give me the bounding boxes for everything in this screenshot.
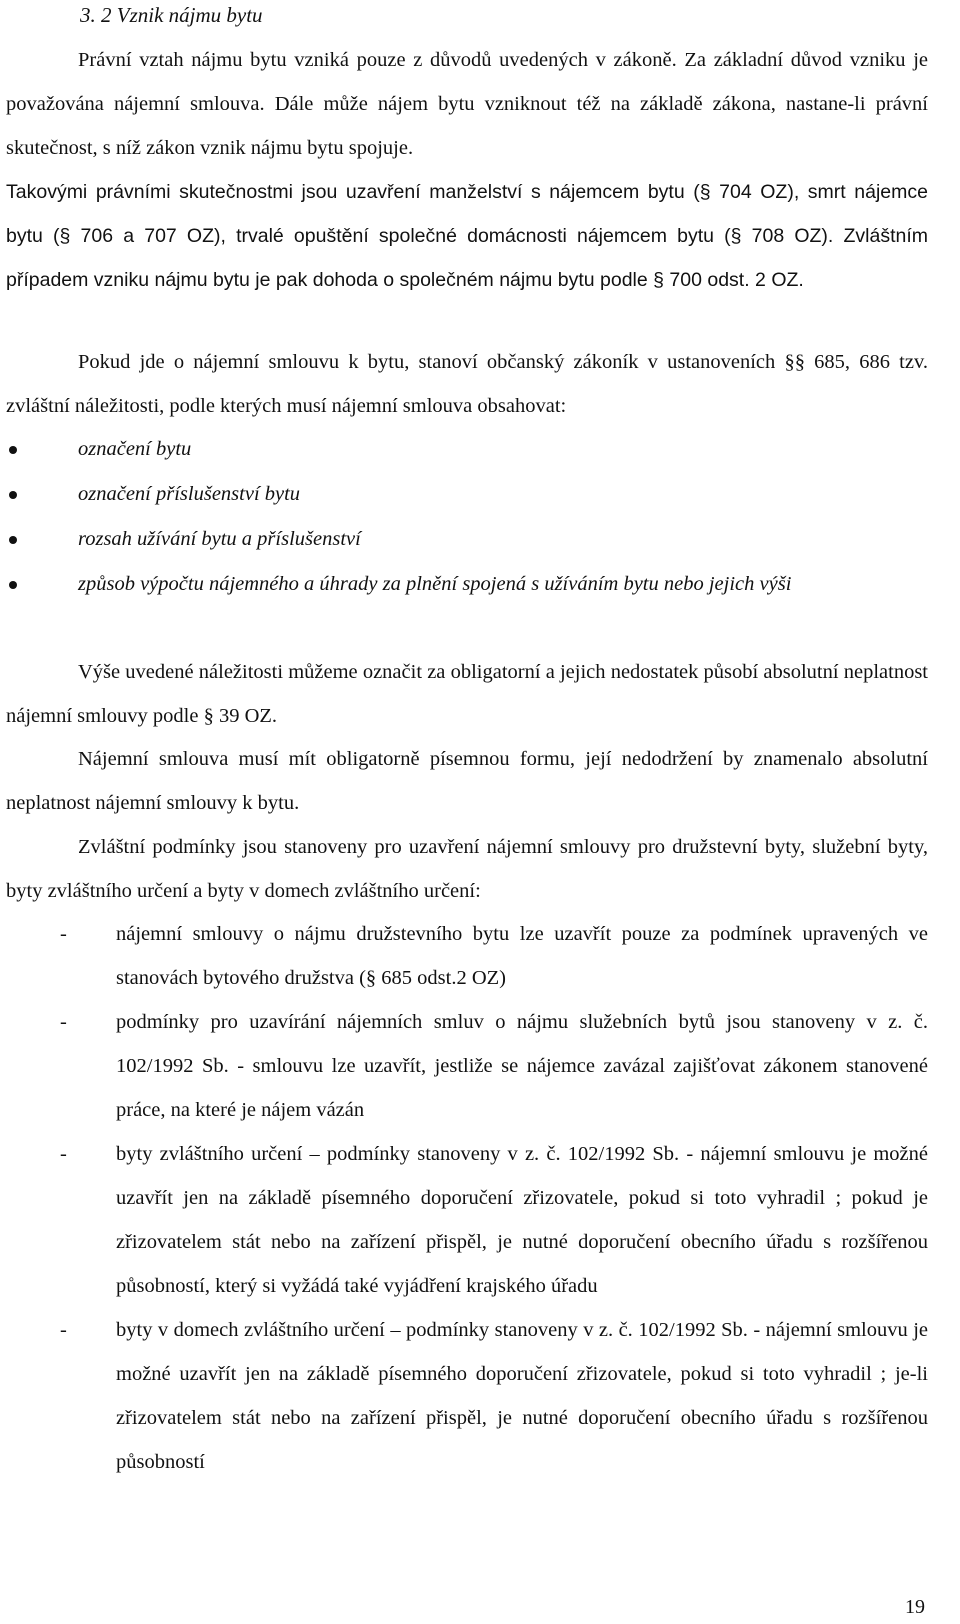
list-item xyxy=(6,427,928,472)
paragraph-3: Pokud jde o nájemní smlouvu k bytu, stanoví občanský zákoník v ustanoveních §§ 685, 686 tzv. zvláštní náležitosti, podle kterých musí nájemní smlouva obsahovat: xyxy=(6,351,928,417)
page-number: 19 xyxy=(905,1596,925,1618)
bullet-icon xyxy=(9,581,17,589)
list-item-text: označení příslušenství bytu xyxy=(78,483,301,505)
paragraph-1: Právní vztah nájmu bytu vzniká pouze z důvodů uvedených v zákoně. Za základní důvod vzniku je považována nájemní smlouva. Dále může nájem bytu vzniknout též na základě zákona, nastane-li právní skutečnost, s níž zákon vznik nájmu bytu spojuje. xyxy=(6,49,928,159)
list-item-text: způsob výpočtu nájemného a úhrady za plnění spojená s užíváním bytu nebo jejich výši xyxy=(78,573,792,595)
conditions-list xyxy=(6,912,928,1484)
bullet-icon xyxy=(9,536,17,544)
section-heading: 3. 2 Vznik nájmu bytu xyxy=(80,3,263,27)
paragraph-4: Výše uvedené náležitosti můžeme označit za obligatorní a jejich nedostatek působí absolutní neplatnost nájemní smlouvy podle § 39 OZ. xyxy=(6,661,928,727)
list-item xyxy=(6,1308,928,1484)
list-item xyxy=(6,517,928,562)
list-item xyxy=(6,912,928,1000)
list-item xyxy=(6,562,928,607)
requirements-list xyxy=(6,427,928,607)
paragraph-2b-text: Zvláštním případem vzniku nájmu bytu je pak dohoda o společném nájmu bytu podle § 700 odst. 2 OZ. xyxy=(6,225,929,291)
list-item-text: podmínky pro uzavírání nájemních smluv o nájmu služebních bytů jsou stanoveny v z. č. 102/1992 Sb. - smlouvu lze uzavřít, jestliže se nájemce zavázal zajišťovat zákonem stanovené práce, na které je nájem vázán xyxy=(116,1011,928,1121)
paragraph-2 xyxy=(6,170,928,302)
bullet-icon xyxy=(9,491,17,499)
list-item xyxy=(6,472,928,517)
dash-marker: - xyxy=(60,923,67,945)
list-item-text: rozsah užívání bytu a příslušenství xyxy=(78,528,361,550)
bullet-icon xyxy=(9,446,17,454)
dash-marker: - xyxy=(60,1319,67,1341)
list-item-text: nájemní smlouvy o nájmu družstevního bytu lze uzavřít pouze za podmínek upravených ve stanovách bytového družstva (§ 685 odst.2 OZ) xyxy=(116,923,928,989)
dash-marker: - xyxy=(60,1011,67,1033)
list-item-text: byty zvláštního určení – podmínky stanoveny v z. č. 102/1992 Sb. - nájemní smlouvu je možné uzavřít jen na základě písemného doporučení zřizovatele, pokud si toto vyhradil ; pokud je zřizovatelem stát nebo na zařízení přispěl, je nutné doporučení obecního úřadu s rozšířenou působností, který si vyžádá také vyjádření krajského úřadu xyxy=(116,1143,928,1297)
paragraph-2-text: Takovými právními skutečnostmi jsou uzavření manželství s nájemcem bytu (§ 704 OZ), smrt nájemce bytu (§ 706 a 707 OZ), trvalé opuštění společné domácnosti nájemcem bytu (§ 708 OZ). xyxy=(6,181,928,247)
list-item xyxy=(6,1132,928,1308)
list-item xyxy=(6,1000,928,1132)
paragraph-5: Nájemní smlouva musí mít obligatorně písemnou formu, její nedodržení by znamenalo absolutní neplatnost nájemní smlouvy k bytu. xyxy=(6,748,928,814)
dash-marker: - xyxy=(60,1143,67,1165)
paragraph-6: Zvláštní podmínky jsou stanoveny pro uzavření nájemní smlouvy pro družstevní byty, služební byty, byty zvláštního určení a byty v domech zvláštního určení: xyxy=(6,836,928,902)
list-item-text: byty v domech zvláštního určení – podmínky stanoveny v z. č. 102/1992 Sb. - nájemní smlouvu je možné uzavřít jen na základě písemného doporučení zřizovatele, pokud si toto vyhradil ; je-li zřizovatelem stát nebo na zařízení přispěl, je nutné doporučení obecního úřadu s rozšířenou působností xyxy=(116,1319,928,1473)
list-item-text: označení bytu xyxy=(78,438,192,460)
